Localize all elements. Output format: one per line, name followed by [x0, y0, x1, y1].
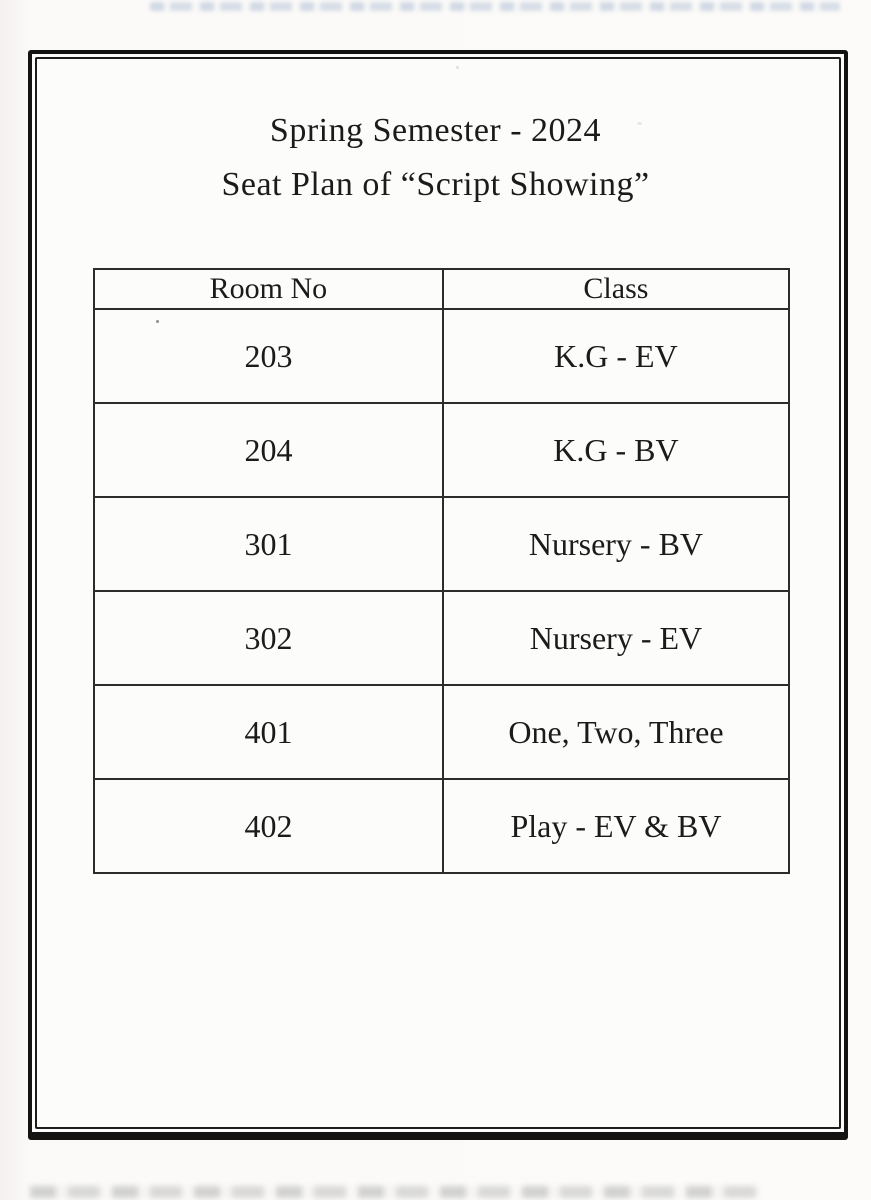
seat-plan-table-container	[93, 268, 790, 874]
table-header-row	[94, 269, 789, 309]
column-header-room-no: Room No	[94, 269, 443, 309]
room-cell: 401	[94, 685, 443, 779]
class-cell: Nursery - EV	[443, 591, 789, 685]
class-cell: K.G - BV	[443, 403, 789, 497]
scan-speckle	[456, 66, 459, 69]
table-row	[94, 403, 789, 497]
bleed-through-text-bottom	[30, 1186, 760, 1198]
class-cell: Nursery - BV	[443, 497, 789, 591]
seat-plan-table	[93, 268, 790, 874]
table-row	[94, 497, 789, 591]
column-header-class: Class	[443, 269, 789, 309]
room-cell: 302	[94, 591, 443, 685]
table-row	[94, 309, 789, 403]
room-cell: 204	[94, 403, 443, 497]
class-cell: Play - EV & BV	[443, 779, 789, 873]
page-title: Spring Semester - 2024	[269, 112, 602, 149]
room-cell: 301	[94, 497, 443, 591]
page-subtitle: Seat Plan of “Script Showing”	[221, 166, 650, 203]
scan-speckle	[637, 122, 642, 125]
bleed-through-text-top	[150, 2, 840, 11]
table-row	[94, 779, 789, 873]
class-cell: One, Two, Three	[443, 685, 789, 779]
table-row	[94, 685, 789, 779]
room-cell: 402	[94, 779, 443, 873]
room-cell: 203	[94, 309, 443, 403]
class-cell: K.G - EV	[443, 309, 789, 403]
table-row	[94, 591, 789, 685]
scan-speckle	[156, 320, 159, 323]
